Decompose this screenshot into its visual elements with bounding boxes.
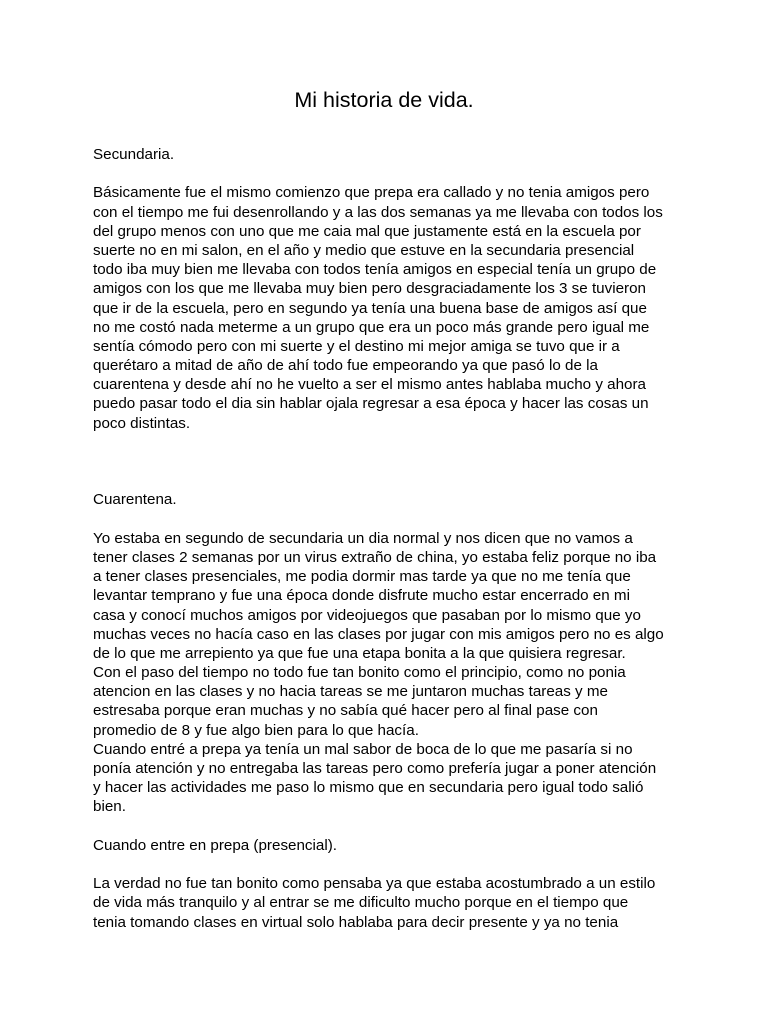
text-line: tenia tomando clases en virtual solo hablaba para decir presente y ya no tenia	[93, 913, 619, 931]
text-line: tener clases 2 semanas por un virus extraño de china, yo estaba feliz porque no iba	[93, 548, 657, 566]
text-line: amigos con los que me llevaba muy bien pero desgraciadamente los 3 se tuvieron	[93, 280, 646, 298]
text-line: Cuando entré a prepa ya tenía un mal sabor de boca de lo que me pasaría si no	[93, 740, 633, 758]
text-line: suerte no en mi salon, en el año y medio que estuve en la secundaria presencial	[93, 241, 635, 259]
text-line: Yo estaba en segundo de secundaria un dia normal y nos dicen que no vamos a	[93, 529, 633, 547]
text-line: atencion en las clases y no hacia tareas se me juntaron muchas tareas y me	[93, 683, 608, 701]
paragraph-secundaria	[93, 183, 703, 432]
text-line: bien.	[93, 798, 126, 816]
text-line: promedio de 8 y fue algo bien para lo que hacía.	[93, 721, 419, 739]
text-line: estresaba porque eran muchas y no sabía qué hacer pero al final pase con	[93, 702, 598, 720]
text-line: Con el paso del tiempo no todo fue tan bonito como el principio, como no ponia	[93, 664, 626, 682]
text-line: de vida más tranquilo y al entrar se me dificulto mucho porque en el tiempo que	[93, 894, 629, 912]
text-line: ponía atención y no entregaba las tareas pero como prefería jugar a poner atención	[93, 760, 657, 778]
text-line: sentía cómodo pero con mi suerte y el destino mi mejor amiga se tuvo que ir a	[93, 337, 620, 355]
paragraph-prepa	[93, 874, 703, 932]
text-line: cuarentena y desde ahí no he vuelto a ser el mismo antes hablaba mucho y ahora	[93, 376, 647, 394]
text-line: muchas veces no hacía caso en las clases por jugar con mis amigos pero no es algo	[93, 625, 664, 643]
text-line: La verdad no fue tan bonito como pensaba ya que estaba acostumbrado a un estilo	[93, 875, 656, 893]
text-line: poco distintas.	[93, 414, 191, 432]
section-heading-prepa: Cuando entre en prepa (presencial).	[93, 836, 337, 854]
section-heading-cuarentena: Cuarentena.	[93, 491, 177, 509]
document-body	[93, 145, 703, 932]
text-line: puedo pasar todo el dia sin hablar ojala regresar a esa época y hacer las cosas un	[93, 395, 649, 413]
text-line: todo iba muy bien me llevaba con todos tenía amigos en especial tenía un grupo de	[93, 261, 657, 279]
text-line: que ir de la escuela, pero en segundo ya tenía una buena base de amigos así que	[93, 299, 647, 317]
text-line: casa y conocí muchos amigos por videojuegos que pasaban por lo mismo que yo	[93, 606, 641, 624]
text-line: con el tiempo me fui desenrollando y a las dos semanas ya me llevaba con todos los	[93, 203, 663, 221]
text-line: y hacer las actividades me paso lo mismo que en secundaria pero igual todo salió	[93, 779, 644, 797]
text-line: levantar temprano y fue una época donde disfrute mucho estar encerrado en mi	[93, 587, 630, 605]
section-heading-secundaria: Secundaria.	[93, 146, 175, 163]
text-line: de lo que me arrepiento ya que fue una etapa bonita a la que quisiera regresar.	[93, 644, 626, 662]
text-line: a tener clases presenciales, me podia dormir mas tarde ya que no me tenía que	[93, 568, 631, 586]
paragraph-cuarentena	[93, 529, 703, 817]
text-line: no me costó nada meterme a un grupo que era un poco más grande pero igual me	[93, 318, 650, 336]
text-line: del grupo menos con uno que me caia mal que justamente está en la escuela por	[93, 222, 641, 240]
text-line: Básicamente fue el mismo comienzo que prepa era callado y no tenia amigos pero	[93, 184, 650, 202]
document-title: Mi historia de vida.	[294, 88, 474, 112]
text-line: querétaro a mitad de año de ahí todo fue empeorando ya que pasó lo de la	[93, 357, 598, 375]
